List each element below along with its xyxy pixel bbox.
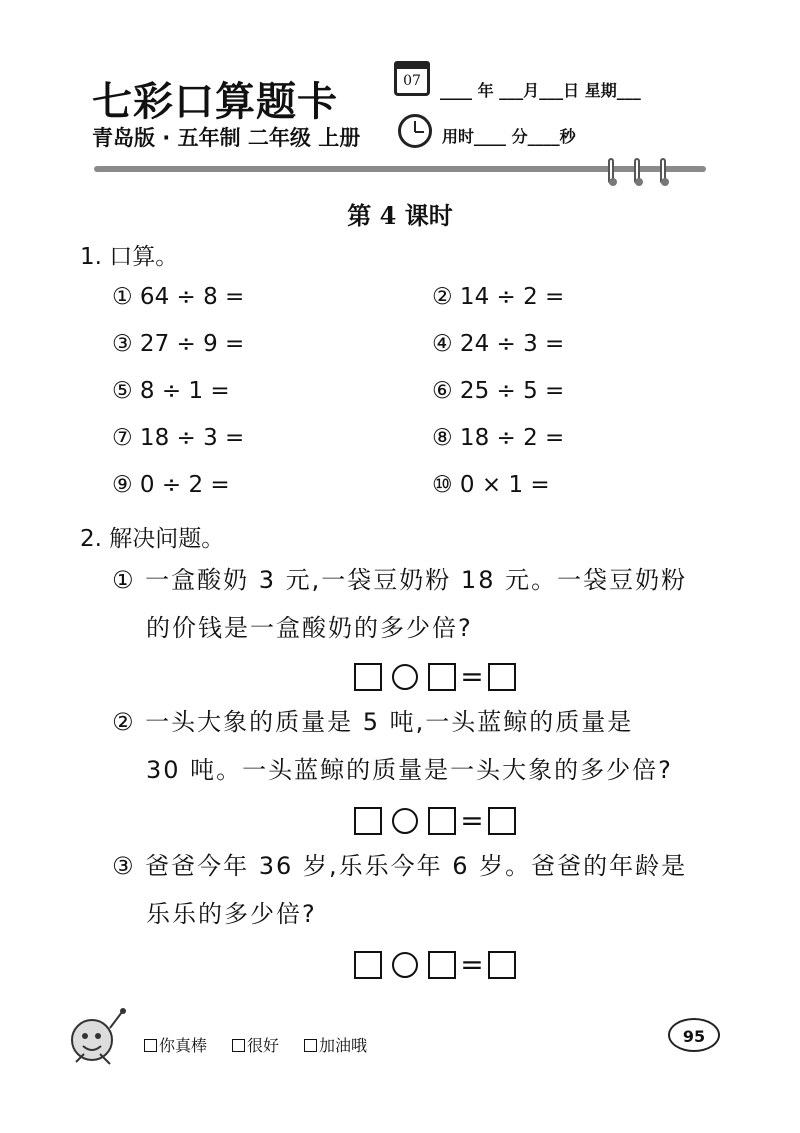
answer-box[interactable] (354, 951, 382, 979)
equals-sign: = (460, 948, 484, 981)
rating-label: 很好 (247, 1036, 280, 1055)
clock-icon (398, 114, 432, 148)
equals-sign: = (460, 660, 484, 693)
result-box[interactable] (488, 807, 516, 835)
rating-label: 你真棒 (159, 1036, 208, 1055)
answer-box[interactable] (428, 663, 456, 691)
calendar-icon (394, 64, 430, 96)
problem-5: ⑤ 8 ÷ 1 = (112, 378, 230, 404)
answer-box[interactable] (354, 807, 382, 835)
section1-title: 1. 口算。 (80, 244, 179, 270)
brand-title: 七彩口算题卡 (92, 78, 338, 125)
section2-title: 2. 解决问题。 (80, 526, 225, 552)
answer-template-2 (0, 804, 800, 837)
result-box[interactable] (488, 663, 516, 691)
problem-6: ⑥ 25 ÷ 5 = (432, 378, 565, 404)
answer-template-3 (0, 948, 800, 981)
equals-sign: = (460, 804, 484, 837)
rating-label: 加油哦 (319, 1036, 368, 1055)
question-1-line1: ① 一盒酸奶 3 元,一袋豆奶粉 18 元。一袋豆奶粉 (112, 566, 688, 594)
problem-9: ⑨ 0 ÷ 2 = (112, 472, 230, 498)
edition-label: 青岛版 · 五年制 二年级 上册 (92, 126, 361, 150)
problem-7: ⑦ 18 ÷ 3 = (112, 425, 245, 451)
rating-great[interactable] (144, 1033, 207, 1056)
question-1-line2: 的价钱是一盒酸奶的多少倍? (146, 614, 473, 642)
page-number: 95 (668, 1018, 720, 1052)
problem-10: ⑩ 0 × 1 = (432, 472, 550, 498)
checkbox-icon[interactable] (304, 1039, 317, 1052)
problem-2: ② 14 ÷ 2 = (432, 284, 565, 310)
lesson-title: 第 4 课时 (347, 201, 453, 230)
checkbox-icon[interactable] (144, 1039, 157, 1052)
problem-4: ④ 24 ÷ 3 = (432, 331, 565, 357)
question-3-line1: ③ 爸爸今年 36 岁,乐乐今年 6 岁。爸爸的年龄是 (112, 852, 688, 880)
question-3-line2: 乐乐的多少倍? (146, 900, 317, 928)
problem-3: ③ 27 ÷ 9 = (112, 331, 245, 357)
answer-template-1 (0, 660, 800, 693)
time-line: 用时____ 分____秒 (442, 127, 576, 146)
answer-box[interactable] (428, 951, 456, 979)
answer-box[interactable] (428, 807, 456, 835)
answer-box[interactable] (354, 663, 382, 691)
question-2-line1: ② 一头大象的质量是 5 吨,一头蓝鲸的质量是 (112, 708, 634, 736)
mascot-icon (66, 1004, 128, 1070)
rating-good[interactable] (232, 1033, 279, 1056)
date-line: ____ 年 ___月___日 星期___ (440, 81, 641, 100)
rating-keep-trying[interactable] (304, 1033, 367, 1056)
question-2-line2: 30 吨。一头蓝鲸的质量是一头大象的多少倍? (146, 756, 673, 784)
problem-8: ⑧ 18 ÷ 2 = (432, 425, 565, 451)
binder-rings-icon (604, 158, 674, 184)
operator-circle[interactable] (392, 808, 418, 834)
operator-circle[interactable] (392, 664, 418, 690)
calendar-day: 07 (403, 73, 421, 89)
checkbox-icon[interactable] (232, 1039, 245, 1052)
problem-1: ① 64 ÷ 8 = (112, 284, 245, 310)
result-box[interactable] (488, 951, 516, 979)
operator-circle[interactable] (392, 952, 418, 978)
